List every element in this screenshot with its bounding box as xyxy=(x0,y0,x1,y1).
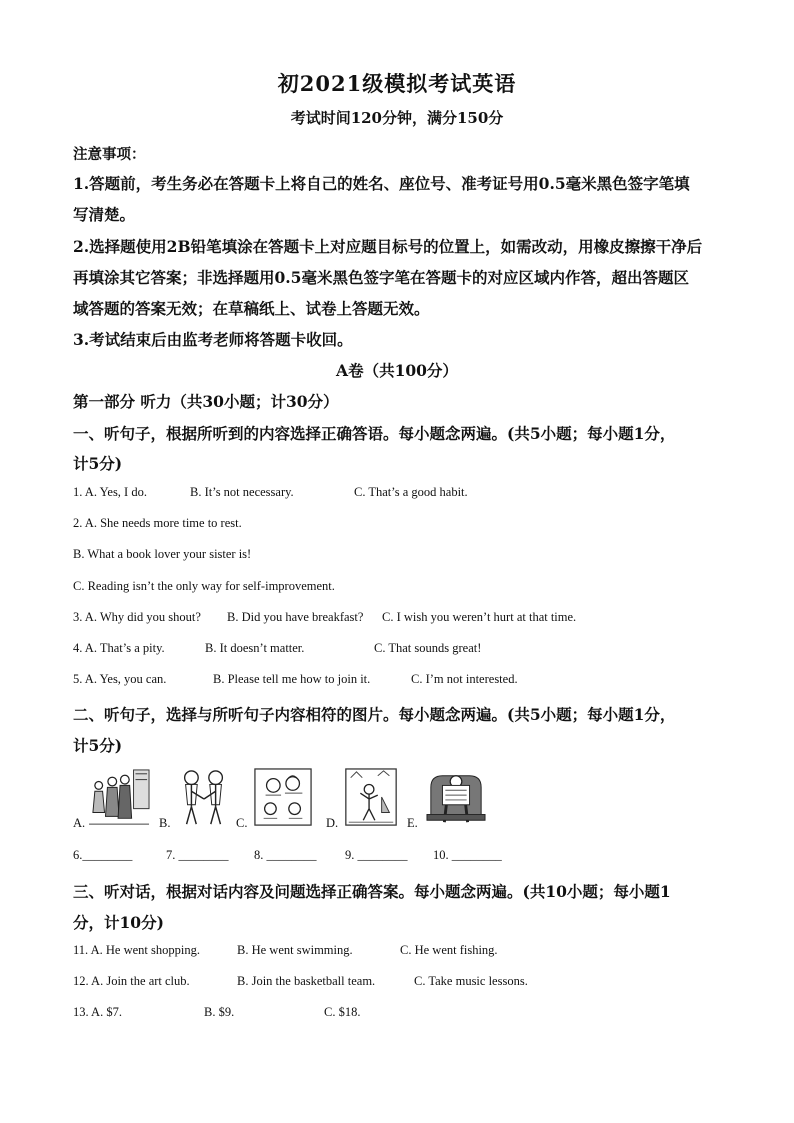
answer-blank-7: 7. ________ xyxy=(166,848,229,862)
group-3-instructions-line-2: 分，计10分) xyxy=(73,913,164,932)
picture-a-people-icon xyxy=(88,768,152,828)
answer-blank-6: 6.________ xyxy=(73,848,133,862)
group-1-instructions-line-2: 计5分) xyxy=(73,454,123,473)
question-11-option-a: 11. A. He went shopping. xyxy=(73,943,200,957)
picture-d-outdoor-scene-icon xyxy=(344,768,398,828)
answer-blank-9: 9. ________ xyxy=(345,848,408,862)
question-4-option-b: B. It doesn’t matter. xyxy=(205,641,305,655)
question-12-option-a: 12. A. Join the art club. xyxy=(73,974,190,988)
question-11-option-b: B. He went swimming. xyxy=(237,943,353,957)
question-1-option-c: C. That’s a good habit. xyxy=(354,485,468,499)
notice-item-1-line-1: 1.答题前，考生务必在答题卡上将自己的姓名、座位号、准考证号用0.5毫米黑色签字笔填 xyxy=(73,174,690,193)
question-5-option-b: B. Please tell me how to join it. xyxy=(213,672,371,686)
question-4-option-a: 4. A. That’s a pity. xyxy=(73,641,165,655)
picture-label-b: B. xyxy=(159,816,171,830)
question-4-option-c: C. That sounds great! xyxy=(374,641,482,655)
question-2-option-a: 2. A. She needs more time to rest. xyxy=(73,516,242,530)
page-title: 初2021级模拟考试英语 xyxy=(277,71,517,96)
question-13-option-a: 13. A. $7. xyxy=(73,1005,122,1019)
picture-e-reading-newspaper-icon xyxy=(424,768,488,828)
answer-blank-8: 8. ________ xyxy=(254,848,317,862)
section-a-title: A卷（共100分） xyxy=(336,361,458,380)
question-5-option-c: C. I’m not interested. xyxy=(411,672,518,686)
notice-item-3: 3.考试结束后由监考老师将答题卡收回。 xyxy=(73,330,353,349)
picture-label-c: C. xyxy=(236,816,248,830)
picture-b-handshake-icon xyxy=(176,768,232,828)
question-5-option-a: 5. A. Yes, you can. xyxy=(73,672,167,686)
page-subtitle: 考试时间120分钟，满分150分 xyxy=(290,109,504,127)
question-3-option-b: B. Did you have breakfast? xyxy=(227,610,364,624)
question-12-option-b: B. Join the basketball team. xyxy=(237,974,376,988)
question-2-option-c: C. Reading isn’t the only way for self-improvement. xyxy=(73,579,335,593)
question-2-option-b: B. What a book lover your sister is! xyxy=(73,547,252,561)
question-11-option-c: C. He went fishing. xyxy=(400,943,498,957)
notice-heading: 注意事项： xyxy=(73,146,146,163)
question-3-option-c: C. I wish you weren’t hurt at that time. xyxy=(382,610,577,624)
group-1-instructions-line-1: 一、听句子，根据所听到的内容选择正确答语。每小题念两遍。(共5小题；每小题1分， xyxy=(73,424,676,443)
question-12-option-c: C. Take music lessons. xyxy=(414,974,528,988)
question-3-option-a: 3. A. Why did you shout? xyxy=(73,610,201,624)
notice-item-1-line-2: 写清楚。 xyxy=(73,205,136,224)
group-3-instructions-line-1: 三、听对话，根据对话内容及问题选择正确答案。每小题念两遍。(共10小题；每小题1 xyxy=(73,882,671,901)
part-1-heading: 第一部分 听力（共30小题；计30分） xyxy=(73,392,339,411)
question-1-option-a: 1. A. Yes, I do. xyxy=(73,485,147,499)
answer-blank-10: 10. ________ xyxy=(433,848,502,862)
picture-label-a: A. xyxy=(73,816,86,830)
notice-item-2-line-1: 2.选择题使用2B铅笔填涂在答题卡上对应题目标号的位置上，如需改动，用橡皮擦擦干净后 xyxy=(73,237,703,256)
picture-label-d: D. xyxy=(326,816,339,830)
picture-label-e: E. xyxy=(407,816,418,830)
group-2-instructions-line-1: 二、听句子，选择与所听句子内容相符的图片。每小题念两遍。(共5小题；每小题1分， xyxy=(73,705,676,724)
question-13-option-b: B. $9. xyxy=(204,1005,235,1019)
notice-item-2-line-3: 域答题的答案无效；在草稿纸上、试卷上答题无效。 xyxy=(73,299,430,318)
group-2-instructions-line-2: 计5分) xyxy=(73,736,123,755)
picture-c-family-icon xyxy=(253,768,313,828)
question-1-option-b: B. It’s not necessary. xyxy=(190,485,294,499)
question-13-option-c: C. $18. xyxy=(324,1005,361,1019)
notice-item-2-line-2: 再填涂其它答案；非选择题用0.5毫米黑色签字笔在答题卡的对应区域内作答，超出答题区 xyxy=(73,268,689,287)
